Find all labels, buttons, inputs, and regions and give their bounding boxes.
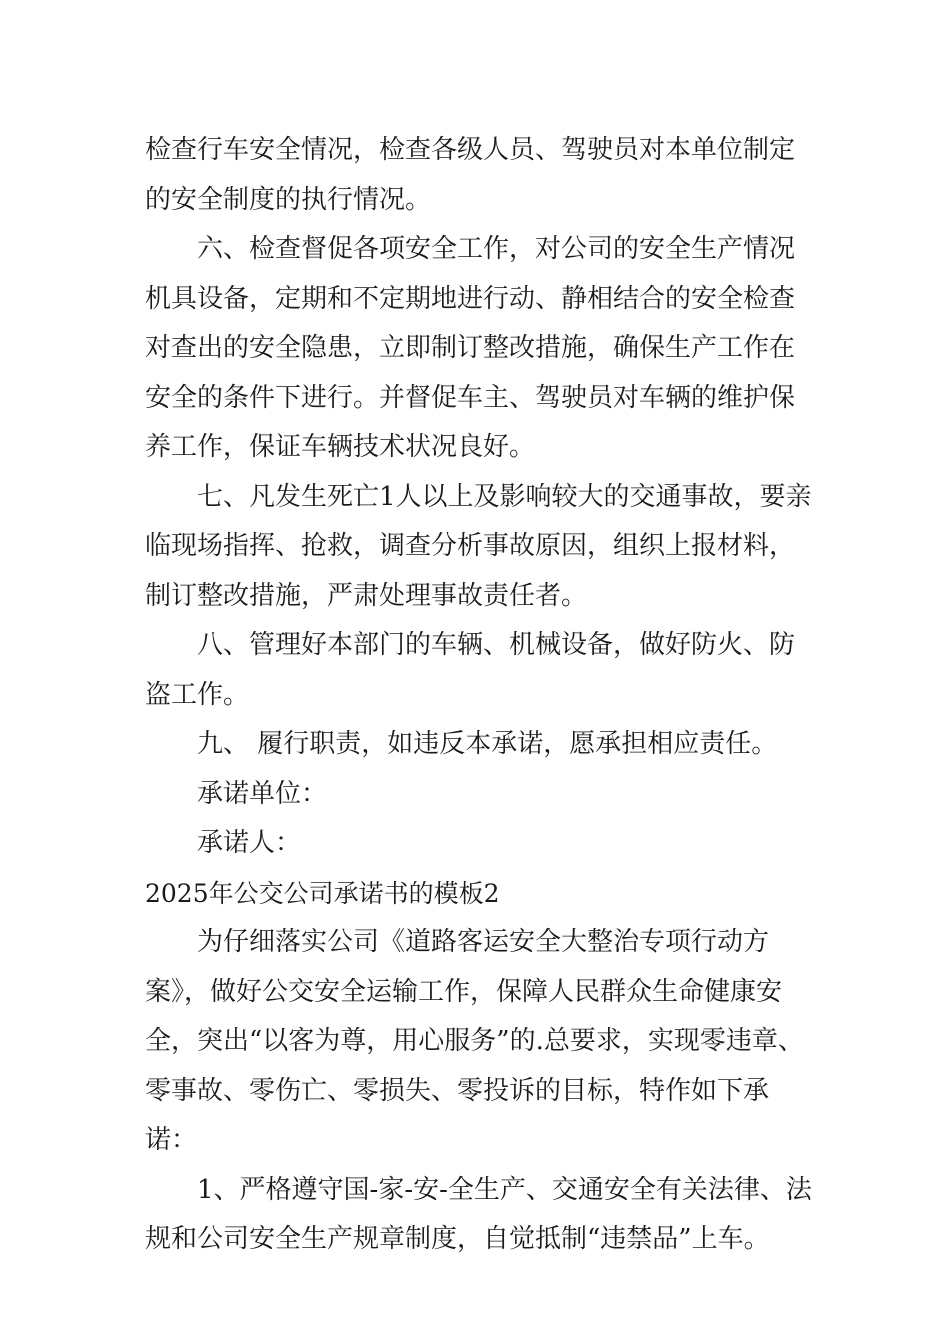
signature-unit-label: 承诺单位：	[197, 778, 328, 809]
paragraph-item-one: 1、严格遵守国-家-安-全生产、交通安全有关法律、法规和公司安全生产规章制度，自觉抵制“违禁品”上车。	[145, 1174, 812, 1254]
paragraph-item-six: 六、检查督促各项安全工作，对公司的安全生产情况机具设备，定期和不定期地进行动、静相结合的安全检查对查出的安全隐患，立即制订整改措施，确保生产工作在安全的条件下进行。并督促车主、驾驶员对车辆的维护保养工作，保证车辆技术状况良好。	[145, 234, 796, 462]
section-heading: 2025年公交公司承诺书的模板2	[145, 878, 500, 908]
paragraph-item-eight: 八、管理好本部门的车辆、机械设备，做好防火、防盗工作。	[145, 630, 796, 710]
paragraph-item-nine: 九、 履行职责，如违反本承诺，愿承担相应责任。	[197, 729, 778, 759]
signature-person-label: 承诺人：	[197, 828, 302, 858]
paragraph-intro: 为仔细落实公司《道路客运安全大整治专项行动方案》，做好公交安全运输工作，保障人民群众生命健康安全，突出“以客为尊，用心服务”的.总要求，实现零违章、零事故、零伤亡、零损失、零投诉的目标，特作如下承诺：	[145, 927, 804, 1155]
document-body	[145, 126, 815, 1265]
paragraph-inspection-continued: 检查行车安全情况，检查各级人员、驾驶员对本单位制定的安全制度的执行情况。	[145, 135, 796, 215]
paragraph-item-seven: 七、凡发生死亡1人以上及影响较大的交通事故，要亲临现场指挥、抢救，调查分析事故原因，组织上报材料，制订整改措施，严肃处理事故责任者。	[145, 481, 812, 611]
